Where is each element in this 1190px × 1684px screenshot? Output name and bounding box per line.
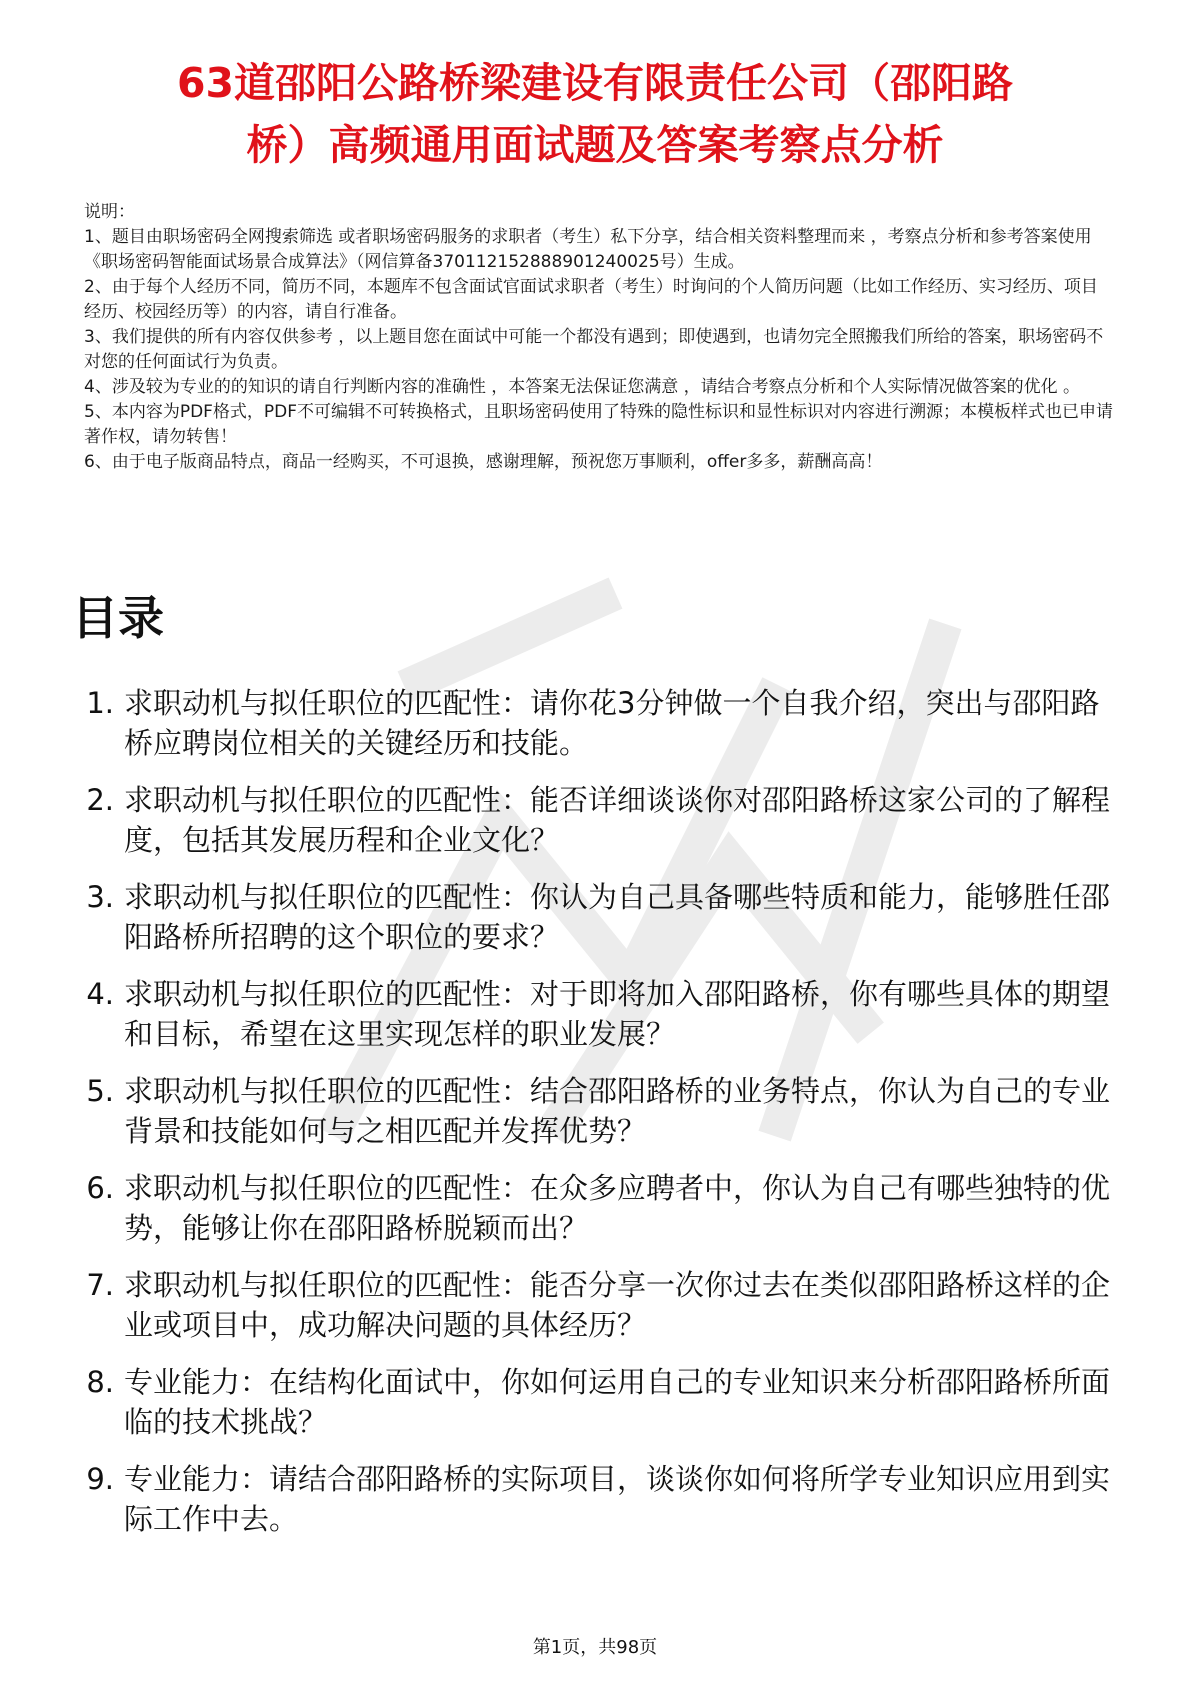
- page-number-footer: 第1页，共98页: [532, 1637, 658, 1658]
- note-item: 1、题目由职场密码全网搜索筛选 或者职场密码服务的求职者（考生）私下分享，结合相关资料整理而来 ，考察点分析和参考答案使用《职场密码智能面试场景合成算法》（网信算备370112152888901240025号）生成。: [84, 227, 1092, 272]
- toc-item-text: 求职动机与拟任职位的匹配性：能否分享一次你过去在类似邵阳路桥这样的企业或项目中，成功解决问题的具体经历？: [124, 1268, 1111, 1342]
- toc-item-text: 求职动机与拟任职位的匹配性：请你花3分钟做一个自我介绍，突出与邵阳路桥应聘岗位相关的关键经历和技能。: [124, 686, 1100, 760]
- toc-item-text: 求职动机与拟任职位的匹配性：对于即将加入邵阳路桥，你有哪些具体的期望和目标，希望在这里实现怎样的职业发展？: [124, 977, 1111, 1051]
- toc-item-text: 求职动机与拟任职位的匹配性：能否详细谈谈你对邵阳路桥这家公司的了解程度，包括其发展历程和企业文化？: [124, 783, 1111, 857]
- toc-item-text: 专业能力：请结合邵阳路桥的实际项目，谈谈你如何将所学专业知识应用到实际工作中去。: [124, 1462, 1111, 1536]
- note-item: 2、由于每个人经历不同，简历不同，本题库不包含面试官面试求职者（考生）时询问的个人简历问题（比如工作经历、实习经历、项目经历、校园经历等）的内容，请自行准备。: [84, 277, 1098, 322]
- toc-item-number: 5.: [86, 1074, 114, 1108]
- toc-item[interactable]: [72, 1459, 1122, 1556]
- note-item: 5、本内容为PDF格式，PDF不可编辑不可转换格式，且职场密码使用了特殊的隐性标识和显性标识对内容进行溯源；本模板样式也已申请著作权，请勿转售！: [84, 402, 1114, 447]
- note-item: 6、由于电子版商品特点，商品一经购买，不可退换，感谢理解，预祝您万事顺利，offer多多，薪酬高高！: [84, 452, 883, 472]
- toc-item[interactable]: [72, 1168, 1122, 1265]
- note-item: 3、我们提供的所有内容仅供参考 ，以上题目您在面试中可能一个都没有遇到；即使遇到，也请勿完全照搬我们所给的答案，职场密码不对您的任何面试行为负责。: [84, 327, 1104, 372]
- document-title-line-1: 63道邵阳公路桥梁建设有限责任公司（邵阳路: [176, 59, 1014, 107]
- toc-heading: 目录: [72, 591, 164, 645]
- toc-item-text: 求职动机与拟任职位的匹配性：在众多应聘者中，你认为自己有哪些独特的优势，能够让你在邵阳路桥脱颖而出？: [124, 1171, 1111, 1245]
- toc-item[interactable]: [72, 780, 1122, 877]
- toc-item[interactable]: [72, 1071, 1122, 1168]
- toc-item[interactable]: [72, 1362, 1122, 1459]
- toc-item-number: 2.: [86, 783, 114, 817]
- toc-item-text: 求职动机与拟任职位的匹配性：你认为自己具备哪些特质和能力，能够胜任邵阳路桥所招聘的这个职位的要求？: [124, 880, 1111, 954]
- toc-item-number: 1.: [86, 686, 114, 720]
- disclaimer-notes: [84, 200, 1114, 475]
- toc-item-text: 求职动机与拟任职位的匹配性：结合邵阳路桥的业务特点，你认为自己的专业背景和技能如何与之相匹配并发挥优势？: [124, 1074, 1111, 1148]
- toc-item[interactable]: [72, 683, 1122, 780]
- toc-item[interactable]: [72, 974, 1122, 1071]
- toc-item-number: 8.: [86, 1365, 114, 1399]
- toc-item[interactable]: [72, 877, 1122, 974]
- toc-item-number: 9.: [86, 1462, 114, 1496]
- document-title-line-2: 桥）高频通用面试题及答案考察点分析: [246, 121, 944, 169]
- toc-item[interactable]: [72, 1265, 1122, 1362]
- note-item: 4、涉及较为专业的的知识的请自行判断内容的准确性 ，本答案无法保证您满意 ，请结合考察点分析和个人实际情况做答案的优化 。: [84, 377, 1081, 397]
- toc-list: [72, 683, 1122, 1556]
- toc-item-number: 6.: [86, 1171, 114, 1205]
- toc-item-number: 3.: [86, 880, 114, 914]
- toc-item-number: 4.: [86, 977, 114, 1011]
- toc-item-text: 专业能力：在结构化面试中，你如何运用自己的专业知识来分析邵阳路桥所面临的技术挑战？: [124, 1365, 1111, 1439]
- document-title: [80, 52, 1110, 176]
- toc-item-number: 7.: [86, 1268, 114, 1302]
- notes-heading: 说明：: [84, 202, 135, 222]
